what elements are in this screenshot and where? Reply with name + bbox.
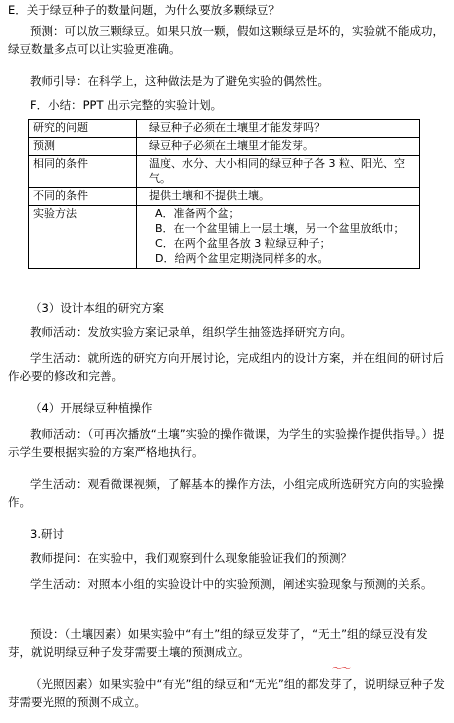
- paragraph-student-activity-3: 学生活动：对照本小组的实验设计中的实验预测，阐述实验现象与预测的关系。: [30, 577, 433, 591]
- method-step: A．准备两个盆；: [155, 207, 240, 221]
- table-cell-label: 研究的问题: [29, 120, 137, 138]
- paragraph-teacher-activity-1: 教师活动：发放实验方案记录单，组织学生抽签选择研究方向。: [30, 325, 352, 339]
- table-cell-value: 绿豆种子必须在土壤里才能发芽吗？: [137, 120, 420, 138]
- table-row: [29, 137, 420, 155]
- paragraph-expectation-light: （光照因素）如果实验中“有光”组的绿豆和“无光”组的都发芽了，说明绿豆种子发芽需要光照的预测不成立。: [8, 677, 445, 709]
- method-steps-cell: [137, 206, 420, 268]
- paragraph-teacher-guidance: 教师引导：在科学上，这种做法是为了避免实验的偶然性。: [30, 74, 329, 88]
- table-row: [29, 120, 420, 138]
- table-cell-label: 不同的条件: [29, 188, 137, 206]
- section-heading-planting: （4）开展绿豆种植操作: [30, 401, 153, 415]
- red-squiggle-icon: 〜〜: [332, 664, 350, 675]
- paragraph-student-activity-1: 学生活动：就所选的研究方向开展讨论，完成组内的设计方案，并在组间的研讨后作必要的修改和完善。: [8, 351, 444, 383]
- paragraph-prediction: 预测：可以放三颗绿豆。如果只放一颗，假如这颗绿豆是坏的，实验就不能成功，绿豆数量多点可以让实验更准确。: [8, 24, 444, 56]
- table-row: [29, 155, 420, 188]
- table-cell-value: 绿豆种子必须在土壤里才能发芽。: [137, 137, 420, 155]
- section-heading-design-plan: （3）设计本组的研究方案: [30, 301, 164, 315]
- method-step: C．在两个盆里各放 3 粒绿豆种子；: [155, 236, 331, 250]
- table-cell-value: 温度、水分、大小相同的绿豆种子各 3 粒、阳光、空气。: [137, 155, 420, 188]
- section-heading-discussion: 3.研讨: [30, 527, 64, 541]
- paragraph-seed-quantity-question: E．关于绿豆种子的数量问题，为什么要放多颗绿豆？: [8, 3, 280, 17]
- method-step: D．给两个盆里定期浇同样多的水。: [155, 251, 329, 265]
- table-row: [29, 206, 420, 268]
- table-cell-label: 预测: [29, 137, 137, 155]
- method-step: B．在一个盆里铺上一层土壤，另一个盆里放纸巾；: [155, 222, 405, 236]
- paragraph-student-activity-2: 学生活动：观看微课视频，了解基本的操作方法，小组完成所选研究方向的实验操作。: [8, 477, 444, 509]
- paragraph-expectation-soil: 预设：（土壤因素）如果实验中“有土”组的绿豆发芽了，“无土”组的绿豆没有发芽，就说明绿豆种子发芽需要土壤的预测成立。: [8, 627, 428, 659]
- paragraph-teacher-question: 教师提问：在实验中，我们观察到什么现象能验证我们的预测？: [30, 551, 352, 565]
- experiment-plan-table: [28, 119, 420, 269]
- table-cell-label: 相同的条件: [29, 155, 137, 188]
- paragraph-summary-heading: F．小结：PPT 出示完整的实验计划。: [30, 98, 223, 112]
- table-cell-value: 提供土壤和不提供土壤。: [137, 188, 420, 206]
- paragraph-teacher-activity-2: 教师活动：（可再次播放“土壤”实验的操作微课，为学生的实验操作提供指导。）提示学生要根据实验的方案严格地执行。: [8, 427, 445, 459]
- table-row: [29, 188, 420, 206]
- table-cell-label: 实验方法: [29, 206, 137, 268]
